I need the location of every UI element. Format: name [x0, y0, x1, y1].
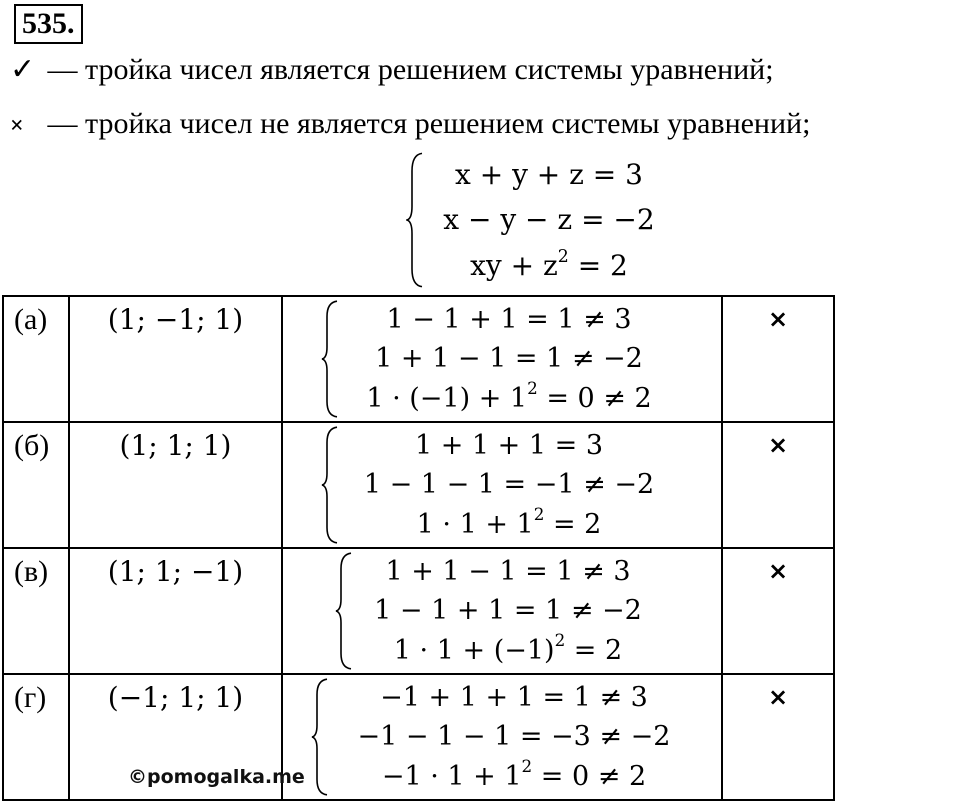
substitution-equation-2: 1 + 1 − 1 = 1 ≠ −2 [375, 343, 643, 375]
cross-icon: × [722, 548, 834, 674]
number-triple: (1; 1; −1) [69, 548, 282, 674]
table-row [3, 548, 834, 674]
brace-icon [311, 678, 329, 796]
substitution-system [335, 552, 663, 670]
check-cell [282, 674, 722, 800]
cross-icon: × [722, 674, 834, 800]
substitution-system [321, 300, 679, 418]
substitution-equation-3: $1 \cdot 1 + 1^2 = 2$ [416, 504, 602, 540]
row-label: (г) [3, 674, 69, 800]
check-icon: ✓ [10, 53, 36, 86]
substitution-equation-1: −1 + 1 + 1 = 1 ≠ 3 [380, 682, 648, 714]
brace-icon [335, 552, 353, 670]
legend-not-solution [10, 106, 810, 144]
answers-table [2, 295, 835, 801]
legend-solution [10, 52, 774, 88]
equation-system [406, 152, 674, 288]
row-label: (а) [3, 296, 69, 422]
substitution-equation-3: $-1 \cdot 1 + 1^2 = 0 \ne 2$ [381, 756, 647, 792]
row-label: (б) [3, 422, 69, 548]
substitution-equation-2: 1 − 1 + 1 = 1 ≠ −2 [374, 595, 642, 627]
brace-icon [321, 300, 339, 418]
substitution-equation-2: 1 − 1 − 1 = −1 ≠ −2 [363, 469, 655, 501]
substitution-equation-3: $1 \cdot 1 + (-1)^2 = 2$ [393, 630, 623, 666]
number-triple: (1; −1; 1) [69, 296, 282, 422]
number-triple: (−1; 1; 1) [69, 674, 282, 800]
substitution-system [321, 426, 679, 544]
table-row [3, 296, 834, 422]
check-cell [282, 296, 722, 422]
check-cell [282, 548, 722, 674]
legend-solution-text: — тройка чисел является решением системы уравнений; [40, 53, 774, 86]
substitution-equation-1: 1 − 1 + 1 = 1 ≠ 3 [386, 304, 632, 336]
check-cell [282, 422, 722, 548]
brace-icon [321, 426, 339, 544]
system-equation-3: xy + $z^2 = 2$ [470, 246, 628, 282]
row-label: (в) [3, 548, 69, 674]
system-equation-2: x − y − z = −2 [443, 203, 655, 237]
table-row [3, 422, 834, 548]
number-triple: (1; 1; 1) [69, 422, 282, 548]
substitution-equation-3: $1 \cdot (-1) + 1^2 = 0 \ne 2$ [366, 378, 652, 414]
brace-icon [406, 152, 424, 288]
legend-not-solution-text: — тройка чисел не является решением системы уравнений; [40, 107, 811, 140]
cross-icon: × [10, 113, 24, 139]
cross-icon: × [722, 296, 834, 422]
substitution-equation-1: 1 + 1 + 1 = 3 [414, 430, 604, 462]
system-equation-1: x + y + z = 3 [455, 158, 643, 192]
watermark: ©pomogalka.me [128, 766, 305, 788]
cross-icon: × [722, 422, 834, 548]
problem-number: 535. [14, 4, 83, 44]
substitution-equation-1: 1 + 1 − 1 = 1 ≠ 3 [385, 556, 631, 588]
substitution-equation-2: −1 − 1 − 1 = −3 ≠ −2 [357, 721, 671, 753]
substitution-system [311, 678, 699, 796]
